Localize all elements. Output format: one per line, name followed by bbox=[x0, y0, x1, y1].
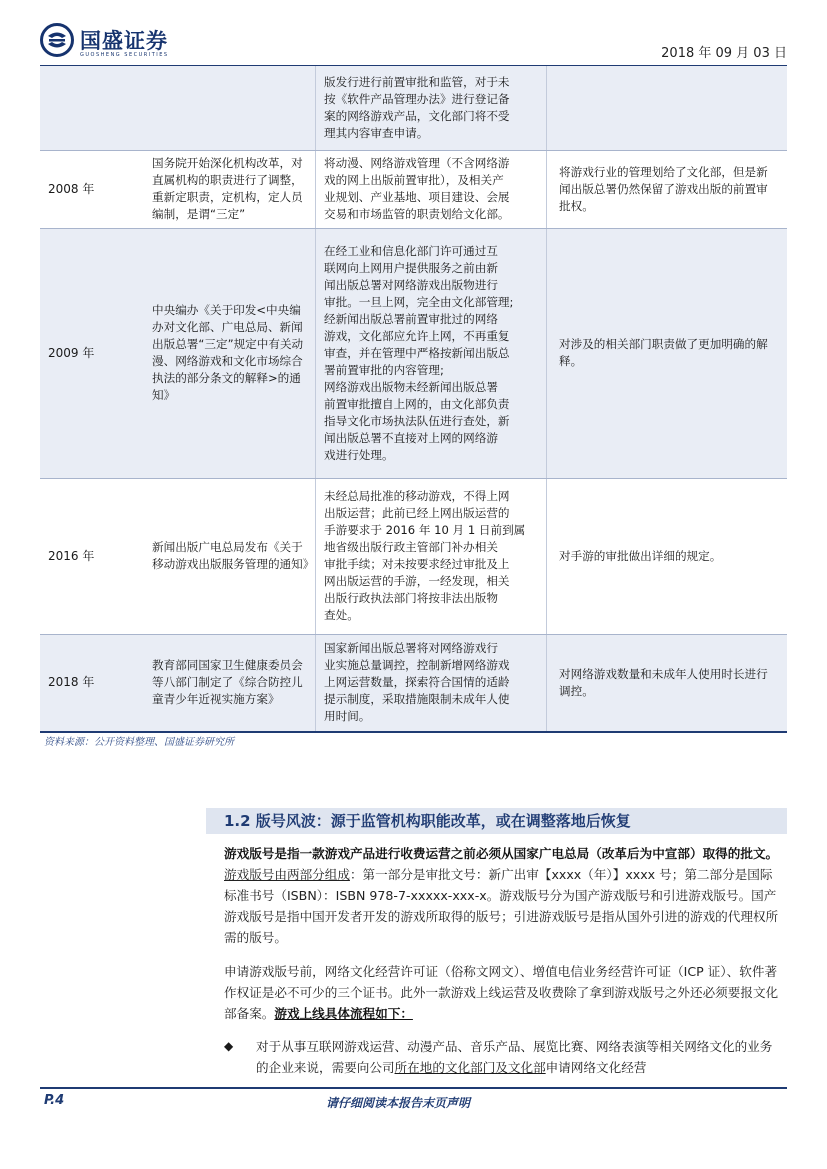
content-line: 上网运营数量，探索符合国情的适龄 bbox=[324, 675, 510, 690]
year-cell: 2018 年 bbox=[40, 634, 138, 732]
page-number: P.4 bbox=[44, 1093, 65, 1108]
table-row bbox=[40, 634, 787, 732]
logo-subtitle: GUOSHENG SECURITIES bbox=[80, 52, 169, 58]
report-date: 2018 年 09 月 03 日 bbox=[661, 46, 787, 61]
year-cell: 2016 年 bbox=[40, 478, 138, 634]
content-cell bbox=[316, 478, 547, 634]
table-row bbox=[40, 228, 787, 478]
logo-text: 国盛证券 bbox=[80, 29, 168, 53]
content-line: 经新闻出版总署前置审批过的网络 bbox=[324, 311, 498, 326]
regulation-table bbox=[40, 66, 787, 733]
paragraph-body: 申请游戏版号前，网络文化经营许可证（俗称文网文）、增值电信业务经营许可证（ICP 证）、软件著作权证是必不可少的三个证书。此外一款游戏上线运营及收费除了拿到游戏版号之外还必须要报文化部备案。 bbox=[224, 964, 779, 1021]
event-cell: 中央编办《关于印发<中央编办对文化部、广电总局、新闻出版总署“三定”规定中有关动漫、网络游戏和文化市场综合执法的部分条文的解释>的通知》 bbox=[138, 228, 316, 478]
paragraph-underlined-phrase: 游戏版号由两部分组成 bbox=[224, 867, 350, 882]
content-line: 署前置审批的内容管理; bbox=[324, 362, 444, 377]
content-cell bbox=[316, 66, 547, 150]
year-cell: 2008 年 bbox=[40, 150, 138, 228]
content-cell bbox=[316, 228, 547, 478]
content-line: 按《软件产品管理办法》进行登记备 bbox=[324, 91, 510, 106]
content-line: 业实施总量调控，控制新增网络游戏 bbox=[324, 658, 510, 673]
paragraph-bold-lead: 游戏版号是指一款游戏产品进行收费运营之前必须从国家广电总局（改革后为中宣部）取得的批文。 bbox=[224, 846, 779, 861]
event-cell bbox=[138, 66, 316, 150]
content-line: 指导文化市场执法队伍进行查处，新 bbox=[324, 413, 510, 428]
footer-disclaimer: 请仔细阅读本报告末页声明 bbox=[326, 1096, 471, 1110]
event-cell: 新闻出版广电总局发布《关于移动游戏出版服务管理的通知》 bbox=[138, 478, 316, 634]
impact-cell: 将游戏行业的管理划给了文化部，但是新闻出版总署仍然保留了游戏出版的前置审批权。 bbox=[547, 150, 788, 228]
paragraph-version-number bbox=[224, 843, 784, 948]
content-line: 审查，并在管理中严格按新闻出版总 bbox=[324, 345, 510, 360]
content-line: 业规划、产业基地、项目建设、会展 bbox=[324, 190, 510, 204]
content-line: 闻出版总署对网络游戏出版物进行 bbox=[324, 277, 498, 292]
content-line: 网出版运营的手游，一经发现，相关 bbox=[324, 574, 510, 588]
content-line: 案的网络游戏产品，文化部门将不受 bbox=[324, 108, 510, 123]
content-line: 未经总局批准的移动游戏，不得上网 bbox=[324, 489, 510, 503]
content-line: 理其内容审查申请。 bbox=[324, 125, 429, 140]
content-line: 交易和市场监管的职责划给文化部。 bbox=[324, 207, 510, 221]
content-line: 戏进行处理。 bbox=[324, 447, 394, 462]
footer-divider bbox=[40, 1087, 787, 1089]
content-line: 戏的网上出版前置审批），及相关产 bbox=[324, 173, 504, 187]
year-cell: 2009 年 bbox=[40, 228, 138, 478]
logo-icon bbox=[40, 23, 74, 57]
page-header bbox=[40, 20, 787, 64]
table-row bbox=[40, 66, 787, 150]
content-line: 出版行政执法部门将按非法出版物 bbox=[324, 591, 498, 605]
paragraph-licenses bbox=[224, 961, 784, 1024]
impact-cell: 对涉及的相关部门职责做了更加明确的解释。 bbox=[547, 228, 788, 478]
content-line: 网络游戏出版物未经新闻出版总署 bbox=[324, 379, 498, 394]
bullet-underlined-phrase: 所在地的文化部门及文化部 bbox=[394, 1060, 546, 1075]
content-line: 手游要求于 2016 年 10 月 1 日前到属 bbox=[324, 523, 526, 537]
paragraph-bold-underlined: 游戏上线具体流程如下： bbox=[274, 1006, 413, 1021]
content-line: 将动漫、网络游戏管理（不含网络游 bbox=[324, 156, 510, 170]
content-line: 闻出版总署不直接对上网的网络游 bbox=[324, 430, 498, 445]
event-cell: 国务院开始深化机构改革，对直属机构的职责进行了调整，重新定职责，定机构，定人员编制，是谓“三定” bbox=[138, 150, 316, 228]
content-cell bbox=[316, 634, 547, 732]
content-line: 出版运营；此前已经上网出版运营的 bbox=[324, 506, 510, 520]
bullet-text-before: 对于从事互联网游戏运营、动漫产品、音乐产品、展览比赛、网络表演等相关网络文化的业务的企业来说，需要向公司 bbox=[256, 1039, 773, 1075]
paragraph-body: ：第一部分是审批文号：新广出审【xxxx（年）】xxxx 号；第二部分是国际标准书号（ISBN）：ISBN 978-7-xxxxx-xxx-x。游戏版号分为国产游戏版号和引进游戏版号。国产游戏版号是指中国开发者开发的游戏所取得的版号；引进游戏版号是指从国外引进的游戏的代理权所需的版号。 bbox=[224, 867, 779, 945]
content-line: 用时间。 bbox=[324, 709, 371, 724]
impact-cell: 对网络游戏数量和未成年人使用时长进行调控。 bbox=[547, 634, 788, 732]
content-cell bbox=[316, 150, 547, 228]
content-line: 游戏，文化部应允许上网，不再重复 bbox=[324, 328, 510, 343]
content-line: 国家新闻出版总署将对网络游戏行 bbox=[324, 641, 498, 656]
table-row bbox=[40, 478, 787, 634]
content-line: 审批。一旦上网，完全由文化部管理; bbox=[324, 294, 514, 309]
section-title: 1.2 版号风波：源于监管机构职能改革，或在调整落地后恢复 bbox=[224, 812, 631, 830]
content-line: 版发行进行前置审批和监管，对于未 bbox=[324, 74, 510, 89]
diamond-bullet-icon: ◆ bbox=[224, 1039, 234, 1053]
bullet-text-after: 申请网络文化经营 bbox=[545, 1060, 647, 1075]
year-cell bbox=[40, 66, 138, 150]
bullet-text bbox=[256, 1036, 784, 1078]
impact-cell: 对手游的审批做出详细的规定。 bbox=[547, 478, 788, 634]
content-line: 联网向上网用户提供服务之前由新 bbox=[324, 260, 498, 275]
content-line: 审批手续；对未按要求经过审批及上 bbox=[324, 557, 510, 571]
content-line: 地省级出版行政主管部门补办相关 bbox=[324, 540, 498, 554]
table-row bbox=[40, 150, 787, 228]
event-cell: 教育部同国家卫生健康委员会等八部门制定了《综合防控儿童青少年近视实施方案》 bbox=[138, 634, 316, 732]
impact-cell bbox=[547, 66, 788, 150]
content-line: 查处。 bbox=[324, 608, 359, 622]
content-line: 提示制度，采取措施限制未成年人使 bbox=[324, 692, 510, 707]
content-line: 在经工业和信息化部门许可通过互 bbox=[324, 243, 498, 258]
content-line: 前置审批擅自上网的，由文化部负责 bbox=[324, 396, 510, 411]
table-source-note: 资料来源：公开资料整理、国盛证券研究所 bbox=[44, 737, 234, 748]
